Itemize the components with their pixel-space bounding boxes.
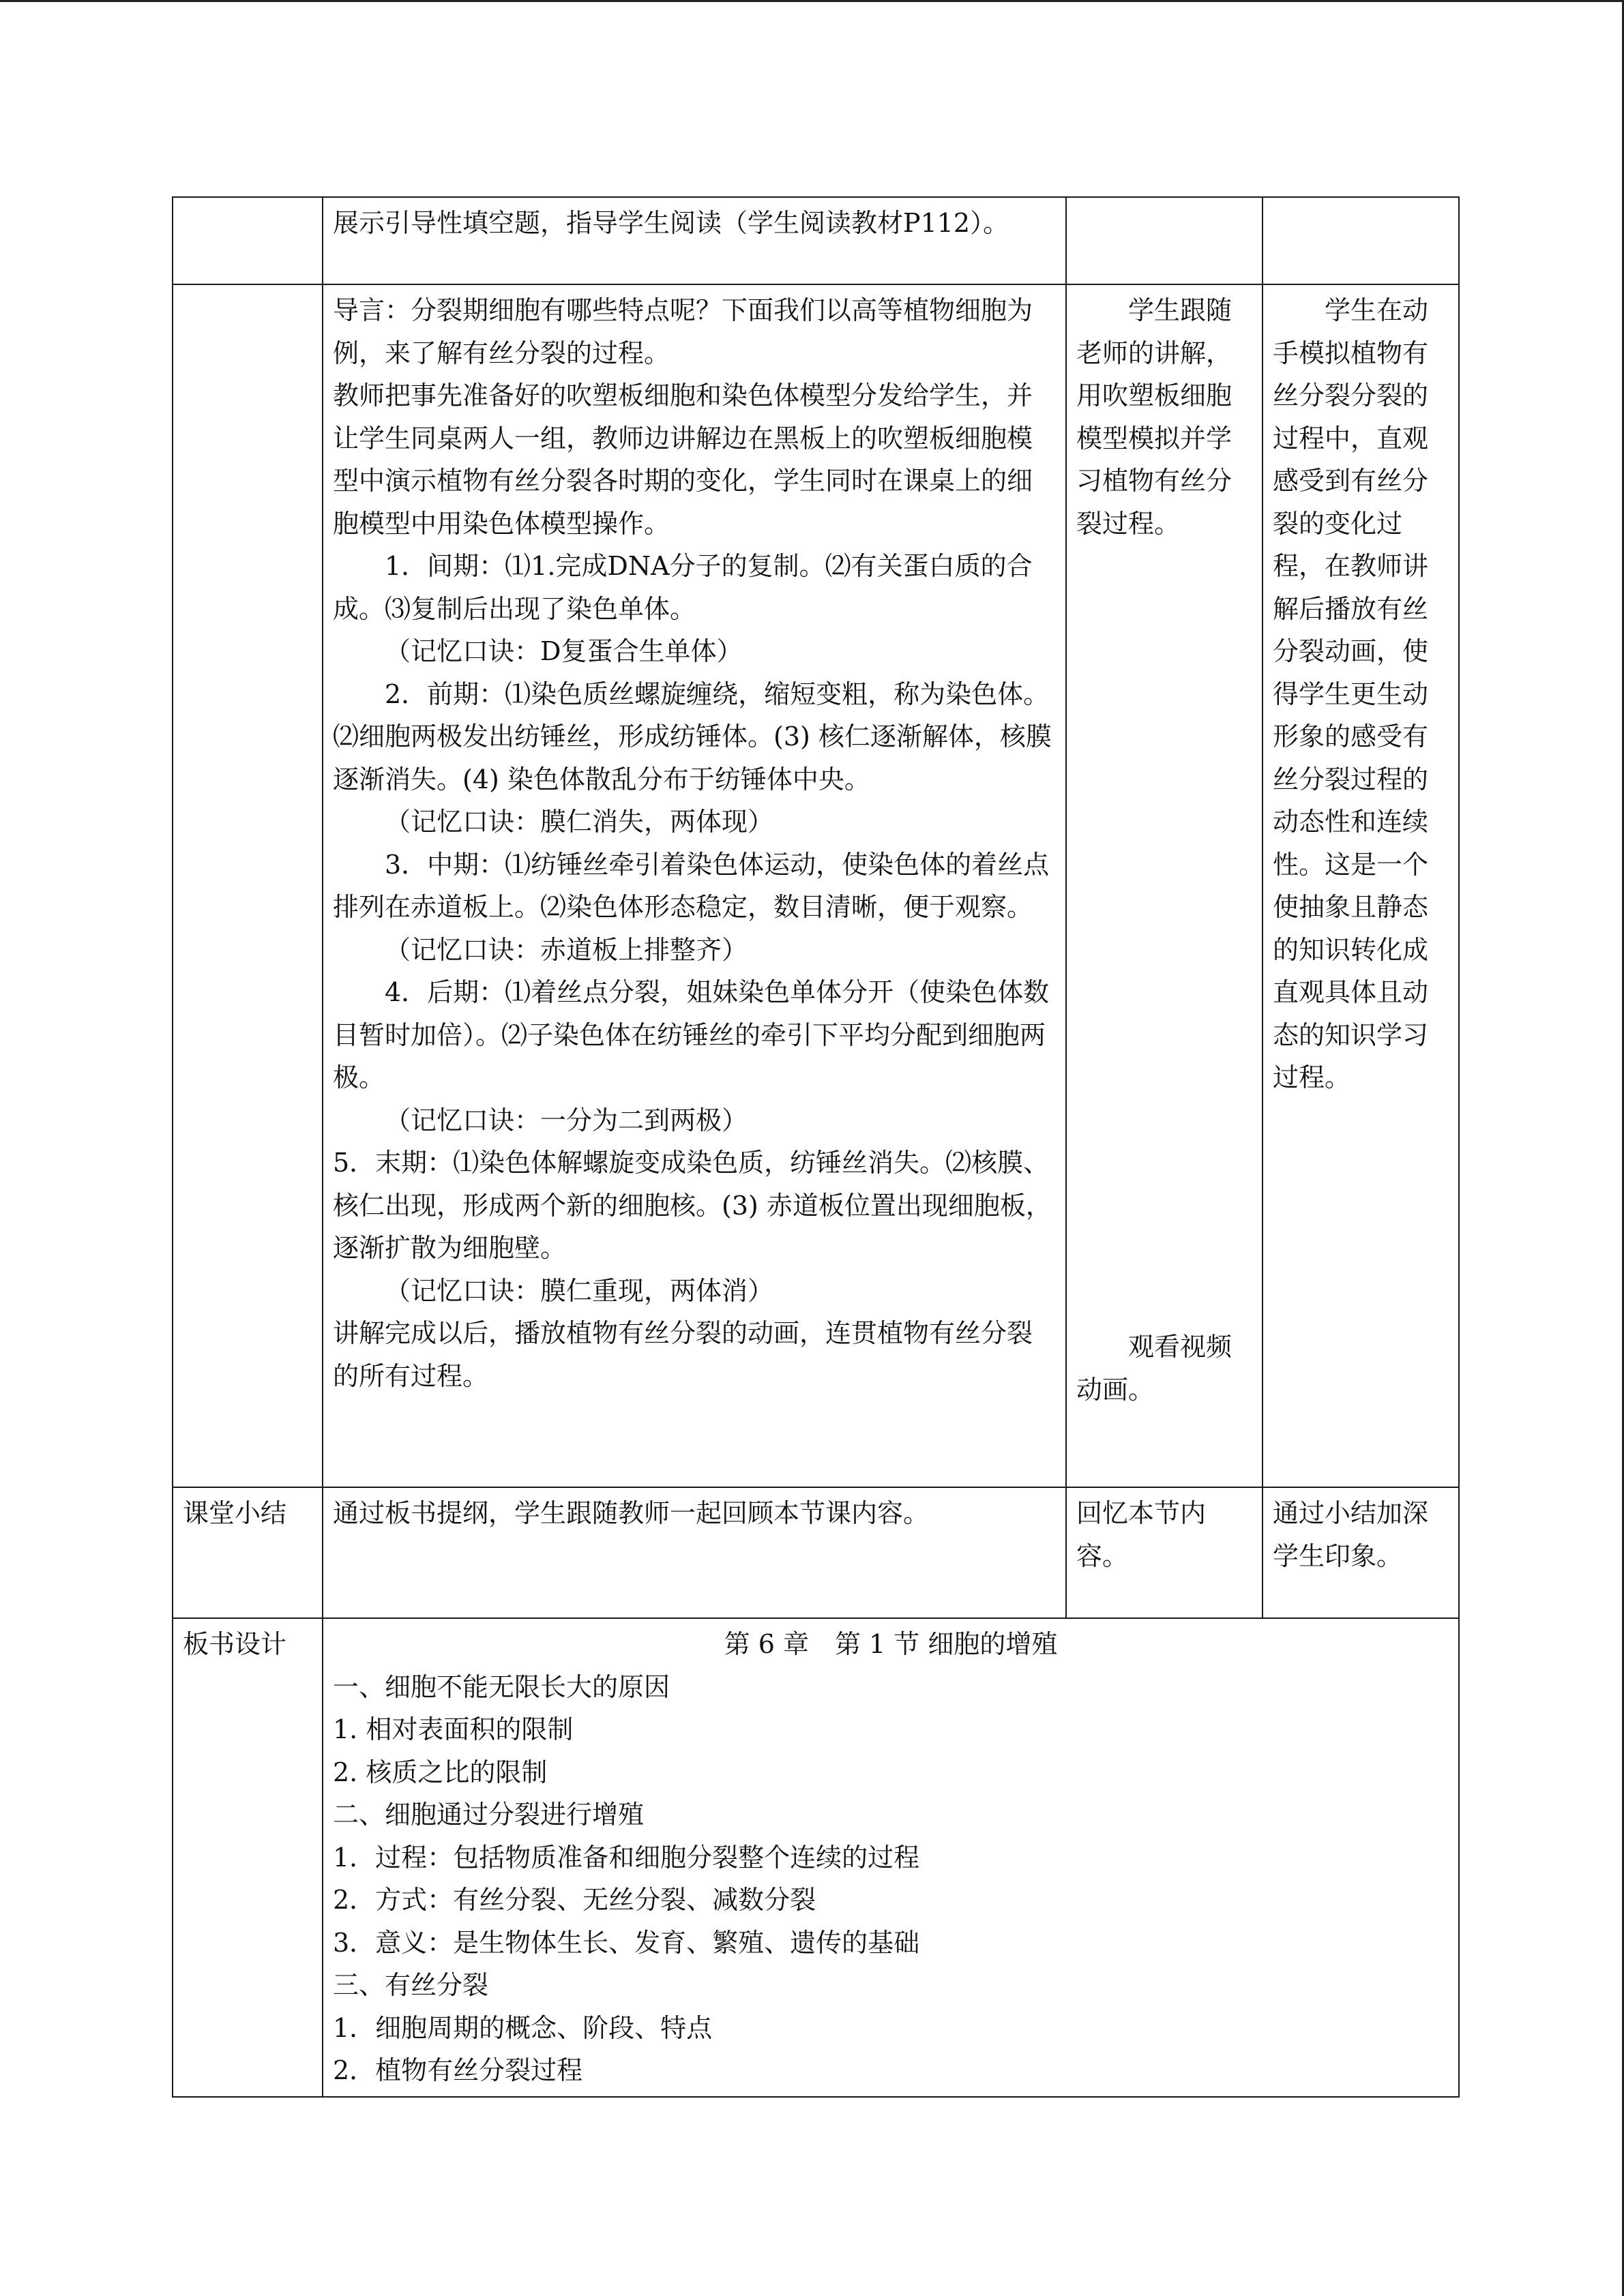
metaphase-mnemonic: （记忆口诀：赤道板上排整齐） bbox=[385, 934, 748, 965]
board-line: 1．过程：包括物质准备和细胞分裂整个连续的过程 bbox=[333, 1842, 920, 1873]
board-line: 2. 核质之比的限制 bbox=[333, 1757, 548, 1787]
intro-intent-cell bbox=[1263, 197, 1459, 284]
board-title: 第 6 章 第 1 节 细胞的增殖 bbox=[724, 1629, 1058, 1659]
process-intent-cell bbox=[1263, 284, 1459, 1487]
process-model-text: 教师把事先准备好的吹塑板细胞和染色体模型分发给学生，并让学生同桌两人一组，教师边讲解边在黑板上的吹塑板细胞模型中演示植物有丝分裂各时期的变化，学生同时在课桌上的细胞模型中用染色体模型操作。 bbox=[333, 381, 1033, 539]
process-label-cell bbox=[173, 284, 323, 1487]
prophase-mnemonic: （记忆口诀：膜仁消失，两体现） bbox=[385, 807, 774, 837]
summary-intent-cell: 通过小结加深学生印象。 bbox=[1263, 1487, 1459, 1618]
interphase-text: 1．间期：⑴1.完成DNA分子的复制。⑵有关蛋白质的合成。⑶复制后出现了染色单体。 bbox=[333, 551, 1033, 624]
board-line: 1. 相对表面积的限制 bbox=[333, 1714, 574, 1744]
board-label-cell: 板书设计 bbox=[173, 1618, 323, 2097]
board-line: 2．植物有丝分裂过程 bbox=[333, 2055, 583, 2085]
page-top-border bbox=[0, 0, 1624, 2]
animation-text: 讲解完成以后，播放植物有丝分裂的动画，连贯植物有丝分裂的所有过程。 bbox=[333, 1318, 1033, 1391]
board-line: 三、有丝分裂 bbox=[333, 1970, 489, 2000]
lesson-plan-table bbox=[172, 196, 1460, 2098]
process-student-cell bbox=[1066, 284, 1263, 1487]
board-line: 3．意义：是生物体生长、发育、繁殖、遗传的基础 bbox=[333, 1927, 920, 1958]
summary-student-cell: 回忆本节内容。 bbox=[1066, 1487, 1263, 1618]
process-teaching-cell bbox=[323, 284, 1066, 1487]
row-intro bbox=[173, 197, 1459, 284]
intro-teaching-text: 展示引导性填空题，指导学生阅读（学生阅读教材P112）。 bbox=[333, 208, 1009, 238]
student-video-text: 观看视频动画。 bbox=[1076, 1332, 1232, 1405]
anaphase-mnemonic: （记忆口诀：一分为二到两极） bbox=[385, 1105, 748, 1135]
board-content-cell bbox=[323, 1618, 1459, 2097]
intro-teaching-cell bbox=[323, 197, 1066, 284]
intro-label-cell bbox=[173, 197, 323, 284]
prophase-text: 2．前期：⑴染色质丝螺旋缠绕，缩短变粗，称为染色体。⑵细胞两极发出纺锤丝，形成纺锤体。(3) 核仁逐渐解体，核膜逐渐消失。(4) 染色体散乱分布于纺锤体中央。 bbox=[333, 679, 1052, 794]
telophase-text: 5．末期：⑴染色体解螺旋变成染色质，纺锤丝消失。⑵核膜、核仁出现，形成两个新的细胞核。(3) 赤道板位置出现细胞板，逐渐扩散为细胞壁。 bbox=[333, 1148, 1052, 1263]
board-line: 2．方式：有丝分裂、无丝分裂、减数分裂 bbox=[333, 1885, 816, 1915]
process-intro-text: 导言：分裂期细胞有哪些特点呢？下面我们以高等植物细胞为例，来了解有丝分裂的过程。 bbox=[333, 295, 1033, 368]
intro-student-cell bbox=[1066, 197, 1263, 284]
row-summary bbox=[173, 1487, 1459, 1618]
telophase-mnemonic: （记忆口诀：膜仁重现，两体消） bbox=[385, 1275, 774, 1306]
summary-teaching-cell: 通过板书提纲，学生跟随教师一起回顾本节课内容。 bbox=[323, 1487, 1066, 1618]
interphase-mnemonic: （记忆口诀：D复蛋合生单体） bbox=[385, 636, 743, 666]
metaphase-text: 3．中期：⑴纺锤丝牵引着染色体运动，使染色体的着丝点排列在赤道板上。⑵染色体形态稳定，数目清晰，便于观察。 bbox=[333, 849, 1050, 922]
summary-label-cell: 课堂小结 bbox=[173, 1487, 323, 1618]
board-line: 二、细胞通过分裂进行增殖 bbox=[333, 1800, 645, 1830]
board-line: 一、细胞不能无限长大的原因 bbox=[333, 1671, 670, 1702]
process-intent-text: 学生在动手模拟植物有丝分裂分裂的过程中，直观感受到有丝分裂的变化过程，在教师讲解后播放有丝分裂动画，使得学生更生动形象的感受有丝分裂过程的动态性和连续性。这是一个使抽象且静态的知识转化成直观具体且动态的知识学习过程。 bbox=[1273, 295, 1429, 1092]
row-board bbox=[173, 1618, 1459, 2097]
anaphase-text: 4．后期：⑴着丝点分裂，姐妹染色单体分开（使染色体数目暂时加倍）。⑵子染色体在纺锤丝的牵引下平均分配到细胞两极。 bbox=[333, 977, 1050, 1092]
row-process bbox=[173, 284, 1459, 1487]
board-line: 1．细胞周期的概念、阶段、特点 bbox=[333, 2012, 713, 2043]
student-activity-text: 学生跟随老师的讲解，用吹塑板细胞模型模拟并学习植物有丝分裂过程。 bbox=[1076, 295, 1232, 539]
